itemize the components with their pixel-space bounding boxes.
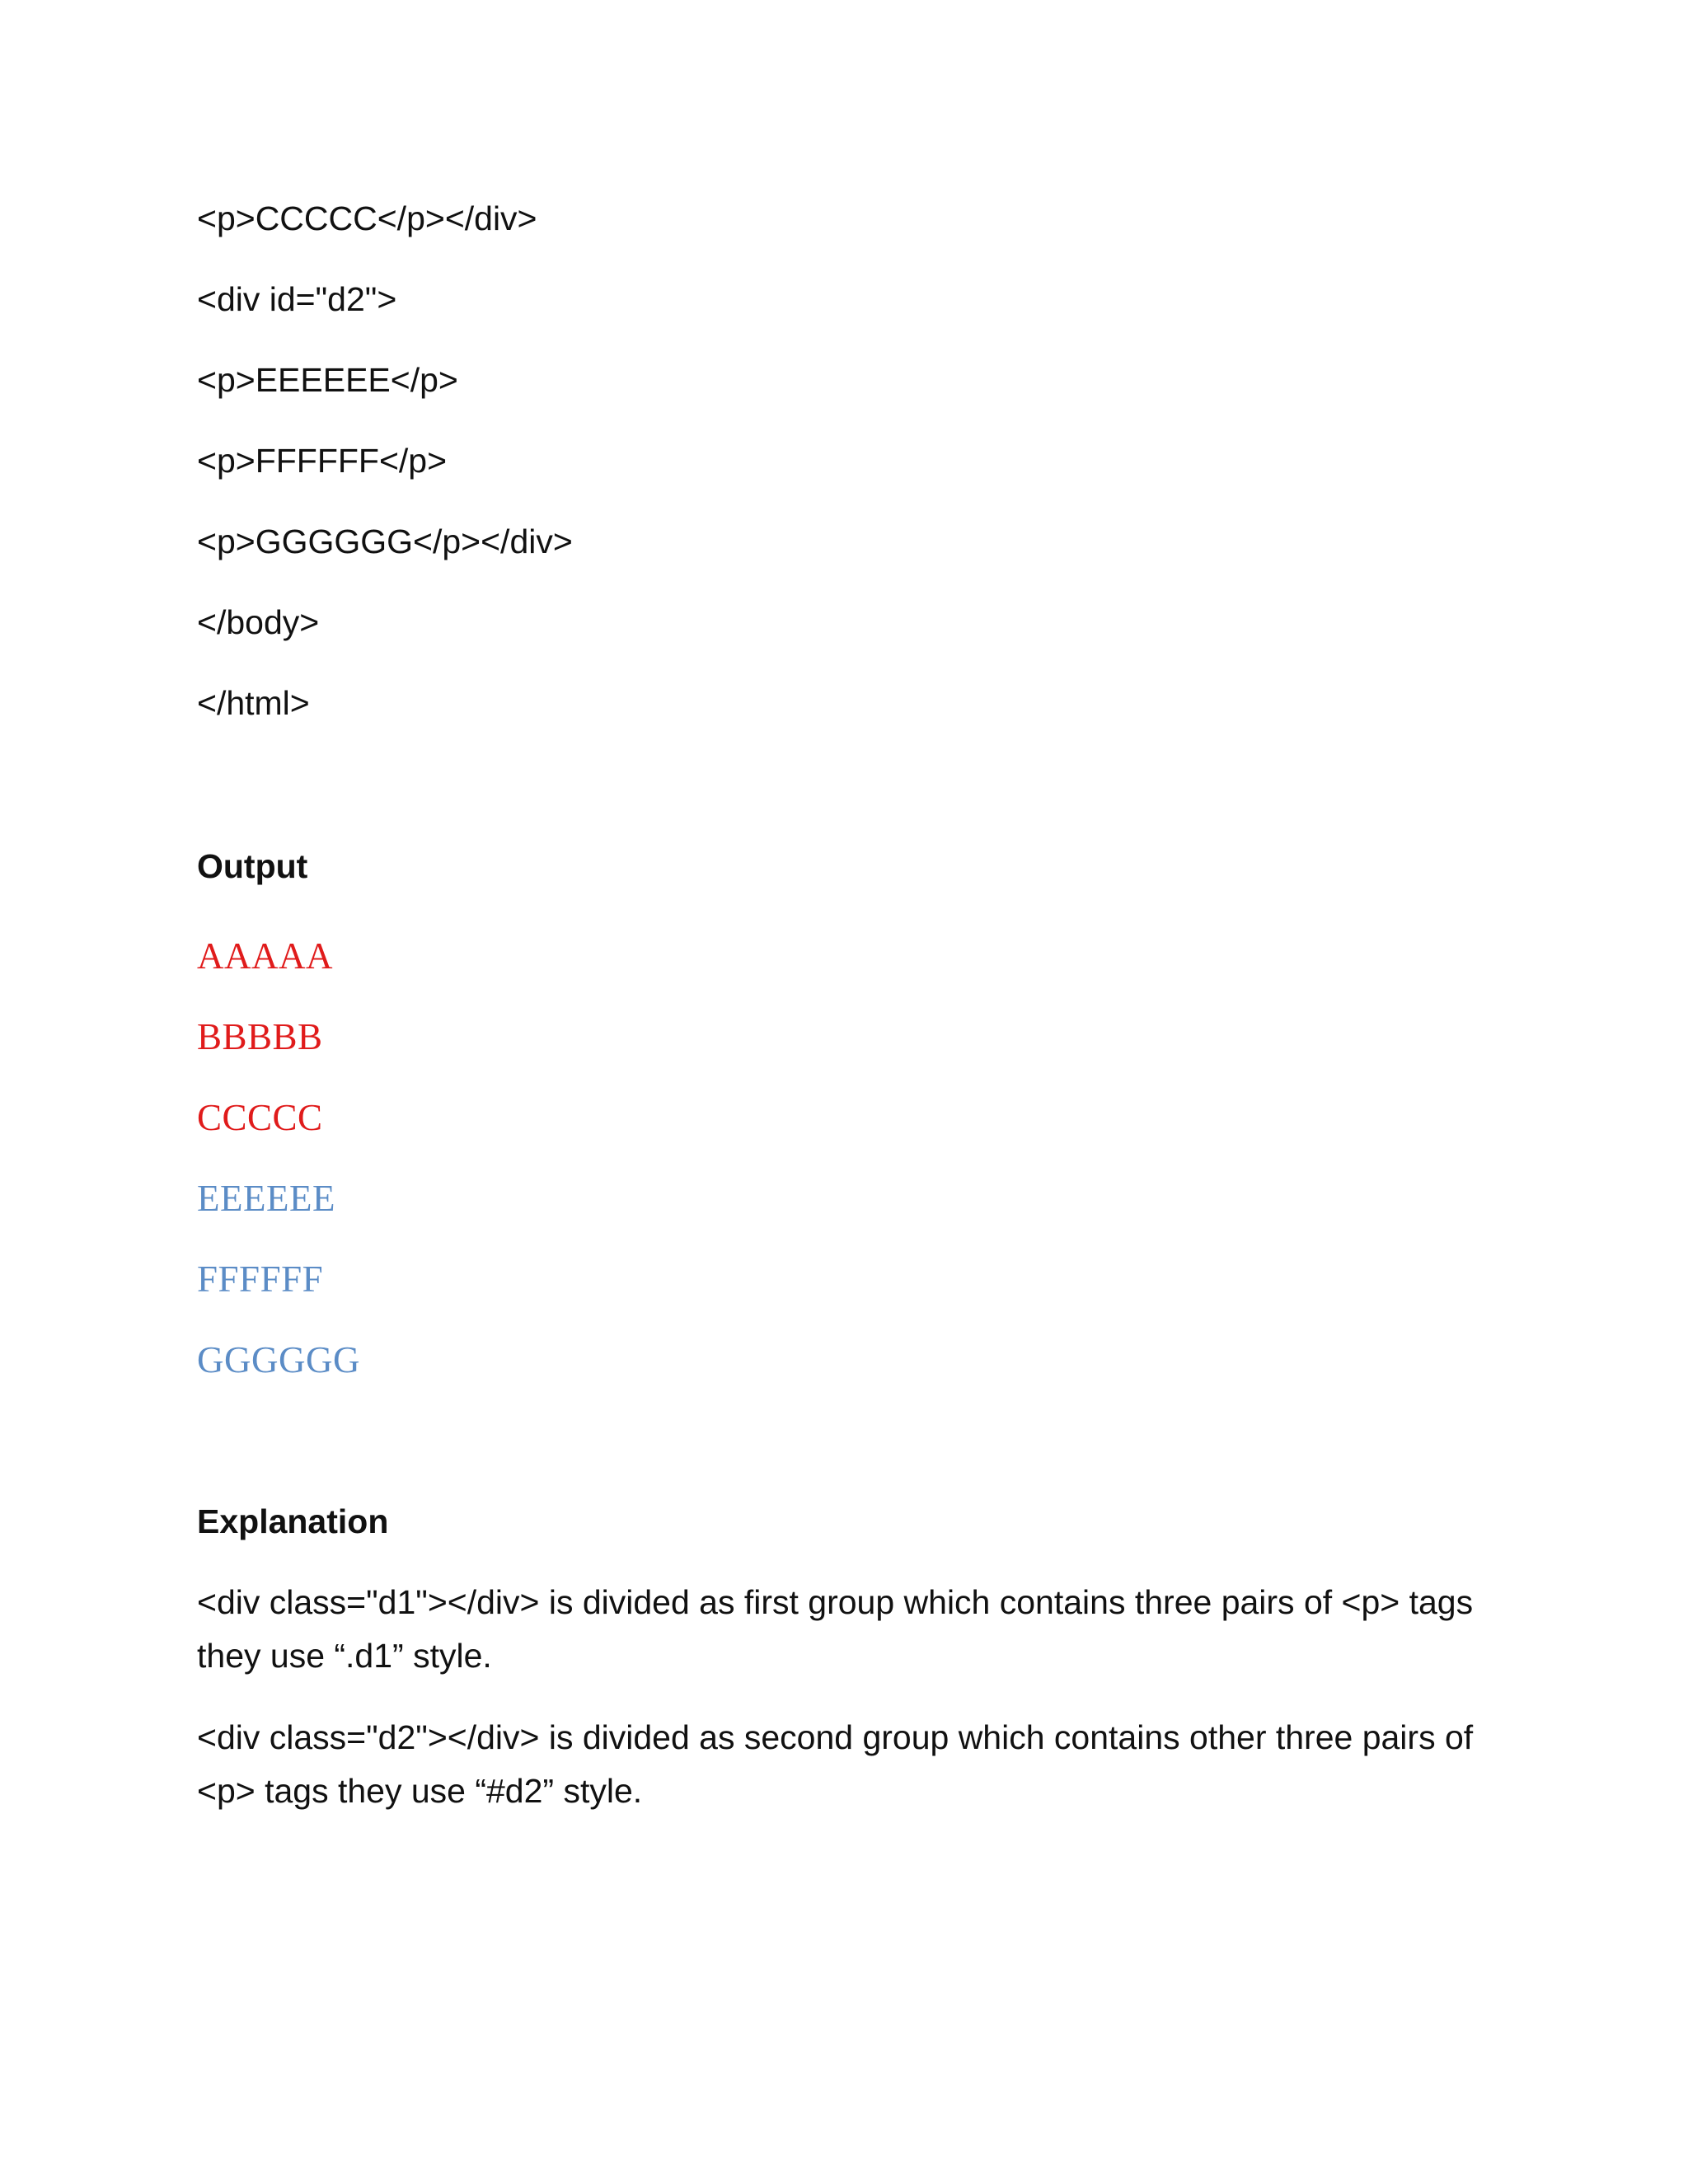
output-line: BBBBB [197,1016,323,1057]
code-line: <p>GGGGGG</p></div> [197,523,573,560]
output-line: CCCCC [197,1097,323,1138]
code-line: <p>EEEEEE</p> [197,361,458,399]
code-line: <div id="d2"> [197,280,397,318]
code-line: </html> [197,684,310,722]
code-line: <p>CCCCC</p></div> [197,199,537,237]
explanation-heading: Explanation [197,1502,389,1540]
output-line: FFFFFF [197,1258,324,1300]
output-line: EEEEEE [197,1178,335,1219]
code-line: </body> [197,603,320,641]
output-line: GGGGGG [197,1339,360,1380]
output-heading: Output [197,847,308,885]
output-line: AAAAA [197,935,333,977]
explanation-paragraph: <div class="d2"></div> is divided as second group which contains other three pairs of <p> tags they use “#d2” style. [197,1718,1474,1810]
explanation-paragraph: <div class="d1"></div> is divided as first group which contains three pairs of <p> tags they use “.d1” style. [197,1583,1474,1675]
code-line: <p>FFFFFF</p> [197,442,448,480]
